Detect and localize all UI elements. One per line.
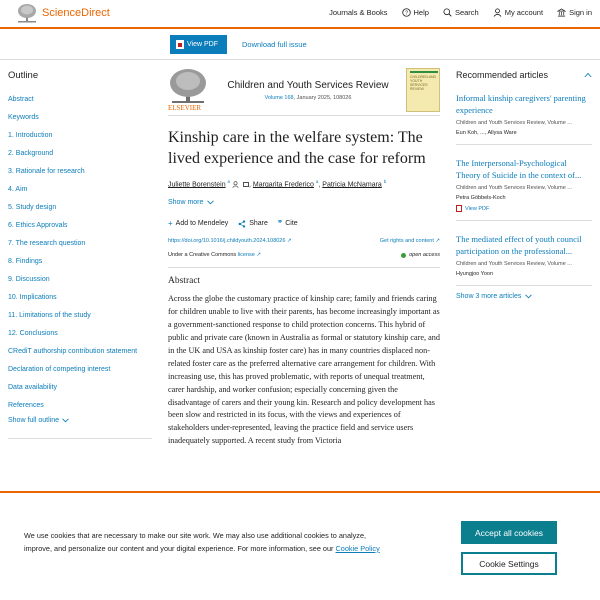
nav-my-account[interactable] (493, 8, 543, 17)
abstract-heading: Abstract (168, 276, 201, 287)
open-access-label: open access (409, 252, 440, 259)
share-button[interactable] (238, 219, 268, 228)
outline-item[interactable]: 4. Aim (8, 186, 28, 193)
chevron-down-icon (62, 418, 69, 423)
view-pdf-label: View PDF (187, 41, 218, 48)
show-more-articles-label: Show 3 more articles (456, 293, 522, 300)
recommended-article (456, 157, 592, 212)
volume-link[interactable]: Volume 168 (264, 95, 294, 101)
logo-text: ScienceDirect (42, 7, 110, 19)
elsevier-tree-icon (16, 3, 38, 23)
share-icon (238, 220, 246, 228)
nav-label: Help (413, 8, 429, 17)
nav-help[interactable] (402, 8, 429, 17)
outline-item[interactable]: 11. Limitations of the study (8, 312, 91, 319)
outline-item[interactable]: 3. Rationale for research (8, 168, 85, 175)
doi-row (168, 238, 440, 244)
author-link[interactable]: Margarita Frederico (252, 181, 314, 189)
nav-label: Sign in (569, 8, 592, 17)
nav-search[interactable] (443, 8, 479, 17)
outline-item[interactable]: 7. The research question (8, 240, 86, 247)
publisher-name: ELSEVIER (168, 104, 202, 112)
license-text (168, 252, 261, 258)
license-link[interactable]: license ↗ (237, 252, 261, 259)
show-more-articles-button[interactable] (456, 293, 592, 300)
show-more-button[interactable] (168, 199, 440, 206)
recommended-divider (456, 220, 592, 221)
sciencedirect-logo[interactable] (16, 3, 110, 23)
pdf-icon (176, 40, 184, 49)
user-icon (493, 8, 502, 17)
recommended-divider (456, 144, 592, 145)
recommended-article-meta: Children and Youth Services Review, Volume ... (456, 120, 572, 126)
recommended-article-meta: Children and Youth Services Review, Volume ... (456, 261, 572, 267)
outline-item[interactable]: 1. Introduction (8, 132, 53, 139)
action-label: Add to Mendeley (175, 220, 229, 228)
nav-journals-books[interactable] (329, 8, 387, 17)
pdf-icon (456, 205, 462, 212)
recommended-title: Recommended articles (456, 70, 549, 80)
journal-header (168, 64, 440, 116)
quote-icon: ❞ (277, 219, 283, 229)
volume-date: , January 2025, 108026 (293, 95, 352, 101)
nav-sign-in[interactable] (557, 8, 592, 17)
rights-link[interactable]: Get rights and content ↗ (379, 238, 440, 245)
cookie-policy-link[interactable]: Cookie Policy (335, 543, 380, 553)
article-actions (168, 219, 440, 228)
recommended-article-authors: Eun Koh, ..., Allysa Ware (456, 130, 517, 136)
abstract-text: Across the globe the customary practice of kinship care; family and friends caring for children unable to live with their parents, has become increasingly important as a government-sanctioned response to child protection concerns. This hybrid of public and private care (known in Australia as formal or statutory kinship care, and in the UK and USA as kinship foster care) has in many countries displaced non-related foster care as the preferred alternative care arrangement for children. With increasing use, this has proved problematic, with reports of unequal treatment, carer hardship, and worker confusion; especially concerning given the disadvantage of carers and their young kin. Research and policy development has been slow and restricted in its focus, with the views and experiences of stakeholders under-represented, leaving the practice field and service users inadequately supported. A recent study from Victoria (168, 294, 440, 446)
journal-volume (218, 95, 398, 101)
author-affiliation[interactable]: b (383, 179, 387, 184)
recommended-article-meta: Children and Youth Services Review, Volume ... (456, 185, 572, 191)
chevron-down-icon (525, 294, 532, 299)
open-access-icon (401, 253, 406, 258)
author-affiliation[interactable]: a (227, 179, 231, 184)
view-pdf-label: View PDF (465, 205, 490, 212)
add-to-mendeley-button[interactable] (168, 219, 228, 228)
accept-all-cookies-button[interactable]: Accept all cookies (461, 521, 557, 544)
author-profile-icon[interactable] (232, 181, 239, 188)
author-list: Juliette Borenstein $^a$ , Margarita Frederico $^a$, Patricia McNamara $^b$ (168, 179, 387, 189)
chevron-up-icon[interactable] (584, 72, 592, 78)
header-nav (315, 8, 592, 17)
outline-item[interactable]: 12. Conclusions (8, 330, 58, 337)
search-icon (443, 8, 452, 17)
outline-item[interactable]: Data availability (8, 384, 58, 391)
outline-item[interactable]: 5. Study design (8, 204, 57, 211)
nav-label: Journals & Books (329, 8, 388, 17)
email-icon[interactable] (243, 182, 249, 187)
show-full-outline-button[interactable] (8, 417, 158, 424)
outline-divider (8, 438, 152, 439)
svg-text:?: ? (404, 10, 408, 17)
article-toolbar (0, 31, 600, 60)
recommended-header (456, 70, 592, 80)
license-row (168, 252, 440, 258)
nav-label: My account (504, 8, 544, 17)
outline-item[interactable]: 9. Discussion (8, 276, 50, 283)
download-full-issue-link[interactable]: Download full issue (242, 40, 307, 49)
outline-item[interactable]: 6. Ethics Approvals (8, 222, 68, 229)
outline-item[interactable]: Keywords (8, 114, 39, 121)
recommended-article (456, 92, 592, 136)
article-main (168, 64, 440, 448)
action-label: Share (249, 220, 268, 228)
open-access-badge (401, 252, 440, 258)
chevron-down-icon (207, 200, 214, 205)
top-navigation-bar (0, 0, 600, 29)
help-icon (402, 8, 411, 17)
outline-title: Outline (8, 70, 39, 81)
view-pdf-button[interactable] (170, 35, 227, 54)
outline-item[interactable]: CRediT authorship contribution statement (8, 348, 138, 355)
action-label: Cite (285, 220, 298, 228)
recommended-articles-panel (456, 70, 592, 300)
section-divider (168, 267, 440, 268)
outline-item[interactable]: Declaration of competing interest (8, 366, 111, 373)
author-link[interactable]: Juliette Borenstein (168, 181, 226, 189)
author-affiliation[interactable]: a (315, 179, 319, 184)
doi-link[interactable]: https://doi.org/10.1016/j.childyouth.2024.108026 ↗ (168, 238, 292, 245)
journal-title[interactable]: Children and Youth Services Review (227, 80, 389, 91)
recommended-article-title[interactable]: The mediated effect of youth council participation on the professional... (456, 234, 582, 256)
outline-sidebar (8, 70, 158, 424)
show-full-outline-label: Show full outline (8, 417, 59, 424)
cookie-banner (0, 491, 600, 600)
recommended-article-title[interactable]: The Interpersonal-Psychological Theory of Suicide in the context of... (456, 158, 582, 180)
author-link[interactable]: Patricia McNamara (322, 181, 382, 189)
show-more-label: Show more (168, 199, 204, 207)
recommended-article-title[interactable]: Informal kinship caregivers' parenting experience (456, 93, 586, 115)
cover-bar (410, 71, 438, 73)
cookie-settings-button[interactable]: Cookie Settings (461, 552, 557, 575)
nav-label: Search (454, 8, 479, 17)
outline-item[interactable]: 10. Implications (8, 294, 57, 301)
cookie-message: We use cookies that are necessary to make our site work. We may also use additional cookies to analyze, improve, and personalize our content and your digital experience. For more information, see our (24, 531, 367, 553)
cover-title: CHILDREN AND YOUTH SERVICES REVIEW (410, 75, 437, 91)
recommended-article-authors: Hyungjoo Yoon (456, 271, 494, 277)
outline-item[interactable]: Abstract (8, 96, 34, 103)
journal-cover-image[interactable] (406, 68, 440, 112)
article-title: Kinship care in the welfare system: The lived experience and the case for reform (168, 129, 426, 167)
plus-icon: + (168, 219, 173, 229)
outline-item[interactable]: 2. Background (8, 150, 54, 157)
recommended-divider (456, 285, 592, 286)
recommended-view-pdf-link[interactable] (456, 205, 592, 212)
recommended-article-authors: Petra Göbbels-Koch (456, 195, 506, 201)
cite-button[interactable] (278, 219, 298, 228)
institution-icon (557, 8, 566, 17)
outline-item[interactable]: 8. Findings (8, 258, 43, 265)
license-prefix: Under a Creative Commons (168, 252, 238, 259)
recommended-article (456, 233, 592, 277)
cookie-text (24, 530, 394, 555)
outline-item[interactable]: References (8, 402, 44, 409)
